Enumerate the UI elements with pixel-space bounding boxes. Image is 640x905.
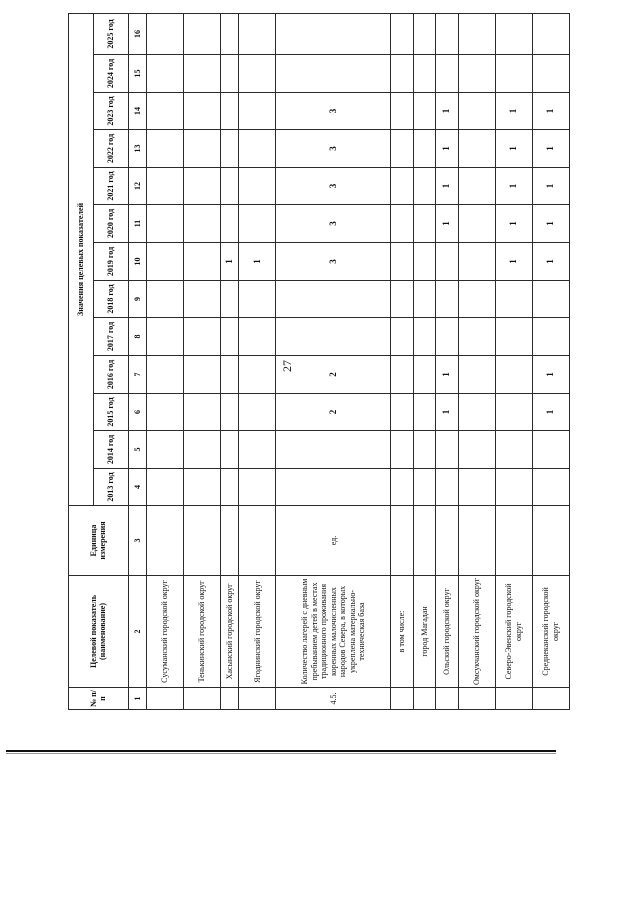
row-value [183, 93, 220, 130]
row-value: 1 [532, 394, 569, 431]
row-value [391, 205, 414, 243]
row-unit [413, 506, 436, 576]
header-year: 2016 год [93, 356, 128, 394]
row-value [220, 205, 238, 243]
row-value [495, 431, 532, 469]
row-value [146, 93, 183, 130]
row-indicator-name: Сусуманский городской округ [146, 576, 183, 688]
row-indicator-name: Ягоднинский городской округ [239, 576, 276, 688]
row-value [146, 356, 183, 394]
table-row [459, 13, 496, 709]
row-value [532, 469, 569, 506]
row-unit [495, 506, 532, 576]
page-bottom-rule [6, 750, 556, 752]
row-value [495, 281, 532, 318]
row-value: 3 [276, 93, 391, 130]
row-value: 1 [532, 243, 569, 281]
column-number: 4 [128, 469, 146, 506]
row-value [459, 318, 496, 356]
row-value: 1 [436, 205, 459, 243]
row-value [495, 469, 532, 506]
row-value [146, 431, 183, 469]
header-year: 2020 год [93, 205, 128, 243]
row-unit [459, 506, 496, 576]
header-year: 2025 год [93, 13, 128, 54]
row-value [495, 13, 532, 54]
row-indicator-name: Среднеканский городской округ [532, 576, 569, 688]
row-value [239, 55, 276, 93]
table-row [146, 13, 183, 709]
row-value [239, 318, 276, 356]
row-value [239, 431, 276, 469]
row-value [459, 431, 496, 469]
row-indicator-name: город Магадан [413, 576, 436, 688]
row-number [146, 688, 183, 710]
row-value [146, 55, 183, 93]
row-value [183, 431, 220, 469]
rotated-table-wrapper [68, 14, 570, 710]
row-value: 1 [532, 130, 569, 168]
table-row [183, 13, 220, 709]
row-value [532, 318, 569, 356]
row-number [391, 688, 414, 710]
row-value [220, 13, 238, 54]
row-value [220, 55, 238, 93]
row-value [459, 130, 496, 168]
header-year: 2014 год [93, 431, 128, 469]
row-value [436, 469, 459, 506]
header-unit: Единица измерения [69, 506, 129, 576]
row-value: 1 [532, 93, 569, 130]
row-value [220, 469, 238, 506]
indicators-table [68, 13, 570, 710]
row-value [239, 93, 276, 130]
row-value [459, 13, 496, 54]
row-value [391, 469, 414, 506]
row-value [276, 55, 391, 93]
row-value [276, 469, 391, 506]
row-value: 3 [276, 205, 391, 243]
row-value [413, 13, 436, 54]
row-value [436, 243, 459, 281]
row-value [220, 168, 238, 205]
table-row [532, 13, 569, 709]
row-value [413, 431, 436, 469]
header-values: Значения целевых показателей [69, 13, 94, 505]
header-year: 2018 год [93, 281, 128, 318]
row-value [495, 55, 532, 93]
row-value [146, 13, 183, 54]
row-value [391, 168, 414, 205]
row-value: 1 [220, 243, 238, 281]
row-value [532, 13, 569, 54]
row-value: 1 [495, 93, 532, 130]
row-value: 1 [495, 205, 532, 243]
row-value [532, 55, 569, 93]
row-value [220, 394, 238, 431]
row-value [413, 394, 436, 431]
row-value [183, 318, 220, 356]
column-number: 14 [128, 93, 146, 130]
column-number: 3 [128, 506, 146, 576]
row-value [413, 130, 436, 168]
row-value [459, 356, 496, 394]
row-value [459, 55, 496, 93]
table-row [276, 13, 391, 709]
row-value [532, 431, 569, 469]
row-value [413, 281, 436, 318]
row-unit [239, 506, 276, 576]
row-value: 1 [532, 356, 569, 394]
row-unit [532, 506, 569, 576]
row-value [276, 13, 391, 54]
row-value: 1 [436, 394, 459, 431]
row-number [183, 688, 220, 710]
row-unit [146, 506, 183, 576]
row-value [436, 13, 459, 54]
row-number [495, 688, 532, 710]
row-value: 3 [276, 168, 391, 205]
row-value [459, 469, 496, 506]
row-value [459, 394, 496, 431]
row-unit [183, 506, 220, 576]
column-number: 10 [128, 243, 146, 281]
row-value [276, 431, 391, 469]
header-year: 2024 год [93, 55, 128, 93]
row-value [276, 318, 391, 356]
header-year: 2017 год [93, 318, 128, 356]
row-value [459, 243, 496, 281]
row-value [239, 13, 276, 54]
row-value [413, 469, 436, 506]
row-value [413, 93, 436, 130]
table-row [413, 13, 436, 709]
row-value [239, 130, 276, 168]
row-value: 3 [276, 130, 391, 168]
row-value [183, 356, 220, 394]
column-number: 6 [128, 394, 146, 431]
row-value [413, 318, 436, 356]
row-value [391, 93, 414, 130]
table-row [495, 13, 532, 709]
header-num: № п/п [69, 688, 129, 710]
row-value [183, 205, 220, 243]
page-bottom-rule-shadow [6, 753, 556, 754]
header-year: 2021 год [93, 168, 128, 205]
row-value: 1 [495, 130, 532, 168]
row-value [391, 243, 414, 281]
header-name: Целевой показатель (наименование) [69, 576, 129, 688]
row-indicator-name: Тенькинский городской округ [183, 576, 220, 688]
row-indicator-name: Хасынский городской округ [220, 576, 238, 688]
row-number [413, 688, 436, 710]
page-number: 27 [280, 360, 294, 372]
row-value: 1 [436, 356, 459, 394]
row-value: 1 [532, 205, 569, 243]
table-row [220, 13, 238, 709]
row-value [220, 93, 238, 130]
row-value [146, 281, 183, 318]
row-value [391, 130, 414, 168]
column-number: 7 [128, 356, 146, 394]
row-value: 1 [495, 168, 532, 205]
row-number [532, 688, 569, 710]
row-value [183, 394, 220, 431]
row-value [183, 469, 220, 506]
column-number: 15 [128, 55, 146, 93]
row-value [413, 168, 436, 205]
row-value [413, 205, 436, 243]
row-value [391, 356, 414, 394]
row-value [391, 55, 414, 93]
row-value [459, 281, 496, 318]
row-value [436, 318, 459, 356]
row-number [220, 688, 238, 710]
row-value [495, 394, 532, 431]
row-value [459, 205, 496, 243]
row-value [239, 394, 276, 431]
row-value: 3 [276, 243, 391, 281]
header-year: 2013 год [93, 469, 128, 506]
row-value [146, 243, 183, 281]
column-number: 1 [128, 688, 146, 710]
row-value [183, 243, 220, 281]
row-value [276, 281, 391, 318]
row-value: 1 [436, 168, 459, 205]
row-value: 1 [436, 93, 459, 130]
row-value [183, 281, 220, 318]
row-value [146, 130, 183, 168]
row-value: 1 [495, 243, 532, 281]
row-value: 2 [276, 356, 391, 394]
row-value [391, 431, 414, 469]
row-unit [436, 506, 459, 576]
row-number [436, 688, 459, 710]
row-value [220, 356, 238, 394]
row-value [146, 469, 183, 506]
column-number: 8 [128, 318, 146, 356]
row-value [146, 394, 183, 431]
table-row [391, 13, 414, 709]
row-value: 1 [532, 168, 569, 205]
row-value [239, 356, 276, 394]
row-value [183, 13, 220, 54]
row-value [391, 281, 414, 318]
row-value [459, 168, 496, 205]
header-year: 2022 год [93, 130, 128, 168]
row-indicator-name: в том числе: [391, 576, 414, 688]
row-value [183, 55, 220, 93]
row-indicator-name: Северо-Эвенский городской округ [495, 576, 532, 688]
row-value [459, 93, 496, 130]
header-year: 2019 год [93, 243, 128, 281]
row-value [532, 281, 569, 318]
row-value [391, 13, 414, 54]
row-value [183, 130, 220, 168]
row-unit [220, 506, 238, 576]
header-year: 2023 год [93, 93, 128, 130]
row-value [146, 318, 183, 356]
row-value [239, 281, 276, 318]
row-number [459, 688, 496, 710]
row-value [413, 243, 436, 281]
row-value [436, 281, 459, 318]
row-value [239, 168, 276, 205]
row-value [146, 205, 183, 243]
column-number: 13 [128, 130, 146, 168]
row-value: 1 [436, 130, 459, 168]
row-value [391, 318, 414, 356]
column-number: 16 [128, 13, 146, 54]
column-number: 9 [128, 281, 146, 318]
row-value [220, 318, 238, 356]
row-value [391, 394, 414, 431]
row-value [495, 356, 532, 394]
row-indicator-name: Количество лагерей с дневным пребыванием детей в местах традиционного проживания коренных малочисленных народов Севера, в которых укреплена материально-техническая база [276, 576, 391, 688]
row-number [239, 688, 276, 710]
column-number: 2 [128, 576, 146, 688]
row-value [495, 318, 532, 356]
row-value [220, 431, 238, 469]
row-value: 1 [239, 243, 276, 281]
row-value [146, 168, 183, 205]
row-value [413, 55, 436, 93]
header-year: 2015 год [93, 394, 128, 431]
row-value [220, 130, 238, 168]
table-row [239, 13, 276, 709]
row-value: 2 [276, 394, 391, 431]
row-value [183, 168, 220, 205]
row-unit [391, 506, 414, 576]
row-unit: ед. [276, 506, 391, 576]
column-number: 5 [128, 431, 146, 469]
column-number: 11 [128, 205, 146, 243]
row-value [413, 356, 436, 394]
row-value [436, 431, 459, 469]
row-value [220, 281, 238, 318]
row-indicator-name: Ольский городской округ [436, 576, 459, 688]
row-number: 4.5. [276, 688, 391, 710]
row-value [436, 55, 459, 93]
row-value [239, 205, 276, 243]
row-indicator-name: Омсукчанский городской округ [459, 576, 496, 688]
table-row [436, 13, 459, 709]
column-number: 12 [128, 168, 146, 205]
row-value [239, 469, 276, 506]
